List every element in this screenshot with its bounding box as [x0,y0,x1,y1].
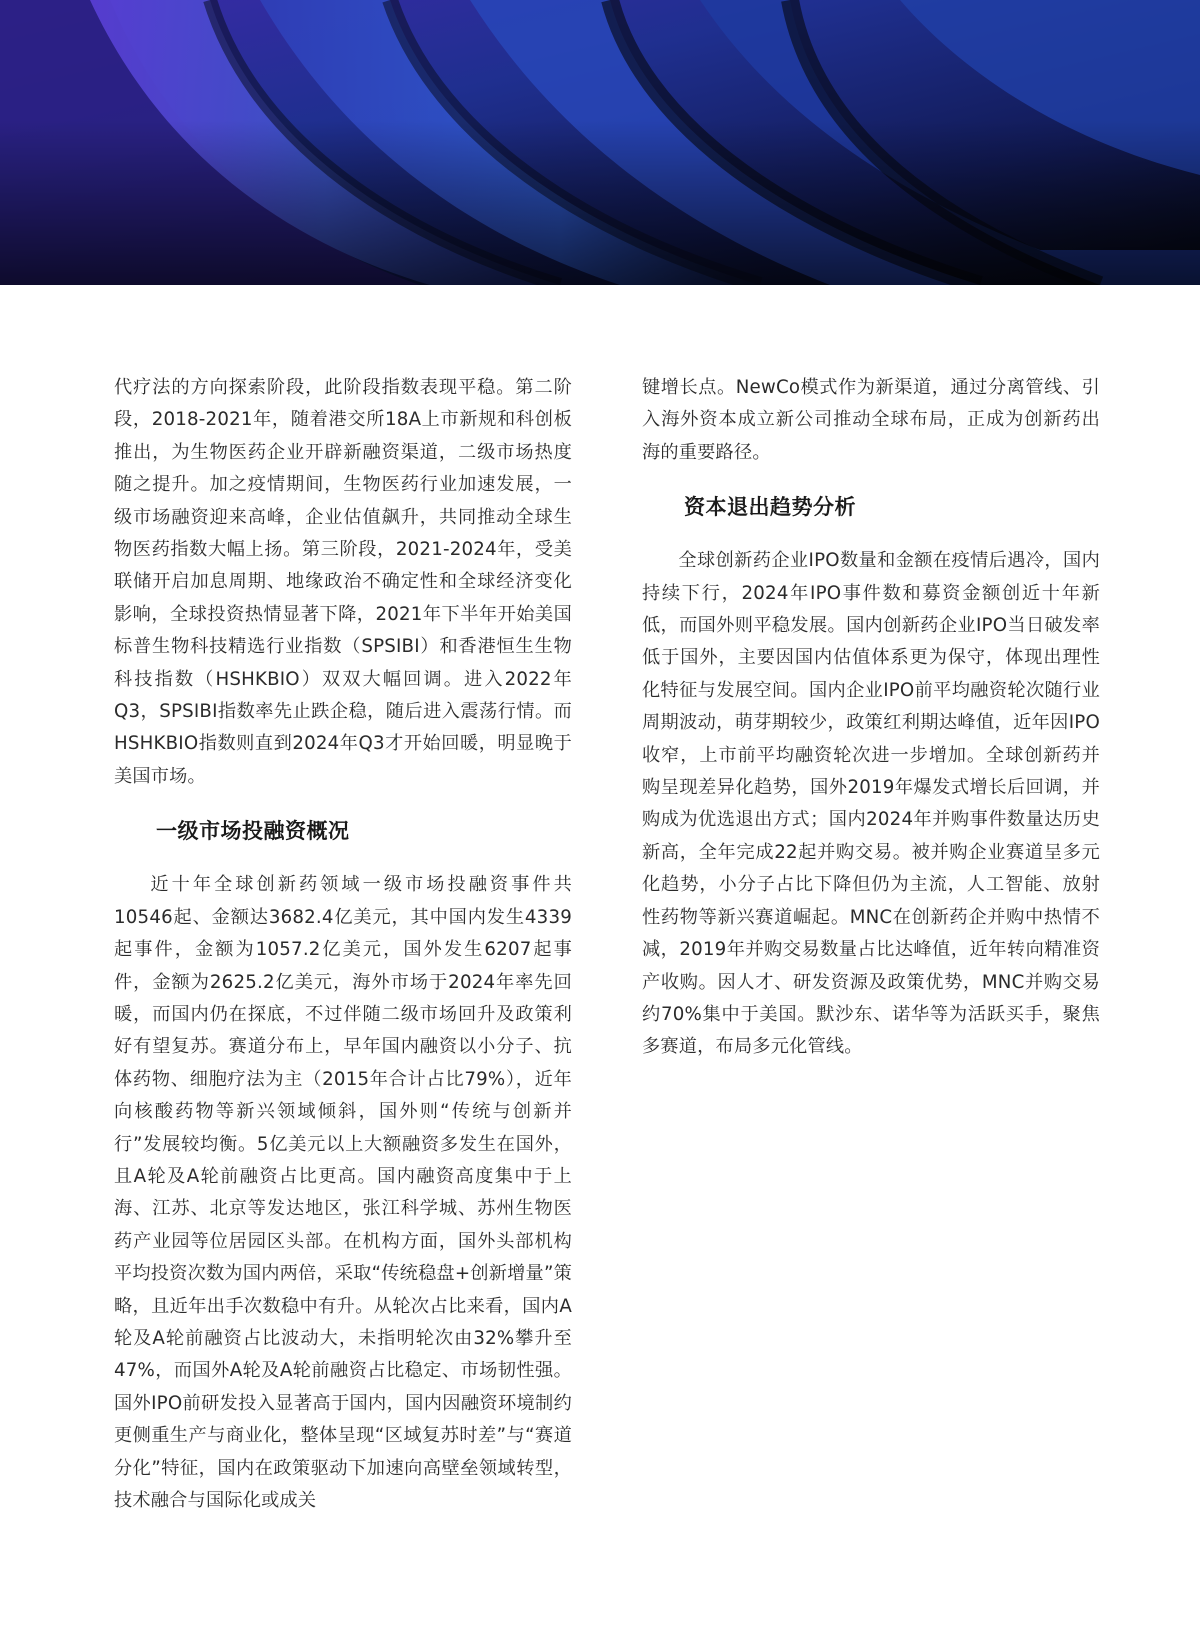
capital-exit-paragraph: 全球创新药企业IPO数量和金额在疫情后遇冷，国内持续下行，2024年IPO事件数和募资金额创近十年新低，而国外则平稳发展。国内创新药企业IPO当日破发率低于国外，主要因国内估值体系更为保守，体现出理性化特征与发展空间。国内企业IPO前平均融资轮次随行业周期波动，萌芽期较少，政策红利期达峰值，近年因IPO收窄，上市前平均融资轮次进一步增加。全球创新药并购呈现差异化趋势，国外2019年爆发式增长后回调，并购成为优选退出方式；国内2024年并购事件数量达历史新高，全年完成22起并购交易。被并购企业赛道呈多元化趋势，小分子占比下降但仍为主流，人工智能、放射性药物等新兴赛道崛起。MNC在创新药企并购中热情不减，2019年并购交易数量占比达峰值，近年转向精准资产收购。因人才、研发资源及政策优势，MNC并购交易约70%集中于美国。默沙东、诺华等为活跃买手，聚焦多赛道，布局多元化管线。 [642,550,1100,1058]
primary-market-paragraph: 近十年全球创新药领域一级市场投融资事件共10546起、金额达3682.4亿美元，其中国内发生4339起事件，金额为1057.2亿美元，国外发生6207起事件，金额为2625.2亿美元，海外市场于2024年率先回暖，而国内仍在探底，不过伴随二级市场回升及政策利好有望复苏。赛道分布上，早年国内融资以小分子、抗体药物、细胞疗法为主（2015年合计占比79%），近年向核酸药物等新兴领域倾斜，国外则“传统与创新并行”发展较均衡。5亿美元以上大额融资多发生在国外，且A轮及A轮前融资占比更高。国内融资高度集中于上海、江苏、北京等发达地区，张江科学城、苏州生物医药产业园等位居园区头部。在机构方面，国外头部机构平均投资次数为国内两倍，采取“传统稳盘+创新增量”策略，且近年出手次数稳中有升。从轮次占比来看，国内A轮及A轮前融资占比波动大，未指明轮次由32%攀升至47%，而国外A轮及A轮前融资占比稳定、市场韧性强。国外IPO前研发投入显著高于国内，国内因融资环境制约更侧重生产与商业化，整体呈现“区域复苏时差”与“赛道分化”特征，国内在政策驱动下加速向高壁垒领域转型，技术融合与国际化或成关 [114,874,572,1511]
intro-paragraph: 代疗法的方向探索阶段，此阶段指数表现平稳。第二阶段，2018-2021年，随着港交所18A上市新规和科创板推出，为生物医药企业开辟新融资渠道，二级市场热度随之提升。加之疫情期间，生物医药行业加速发展，一级市场融资迎来高峰，企业估值飙升，共同推动全球生物医药指数大幅上扬。第三阶段，2021-2024年，受美联储开启加息周期、地缘政治不确定性和全球经济变化影响，全球投资热情显著下降，2021年下半年开始美国标普生物科技精选行业指数（SPSIBI）和香港恒生生物科技指数（HSHKBIO）双双大幅回调。进入2022年Q3，SPSIBI指数率先止跌企稳，随后进入震荡行情。而HSHKBIO指数则直到2024年Q3才开始回暖，明显晚于美国市场。 [114,377,572,787]
section-heading-capital-exit: 资本退出趋势分析 [684,495,856,520]
abstract-wave-graphic [0,0,1200,285]
header-banner [0,0,1200,285]
section-heading-primary-market: 一级市场投融资概况 [156,819,350,844]
continuation-paragraph: 键增长点。NewCo模式作为新渠道，通过分离管线、引入海外资本成立新公司推动全球布局，正成为创新药出海的重要路径。 [642,377,1100,463]
left-text-column [114,372,572,1517]
right-text-column [642,372,1100,1064]
